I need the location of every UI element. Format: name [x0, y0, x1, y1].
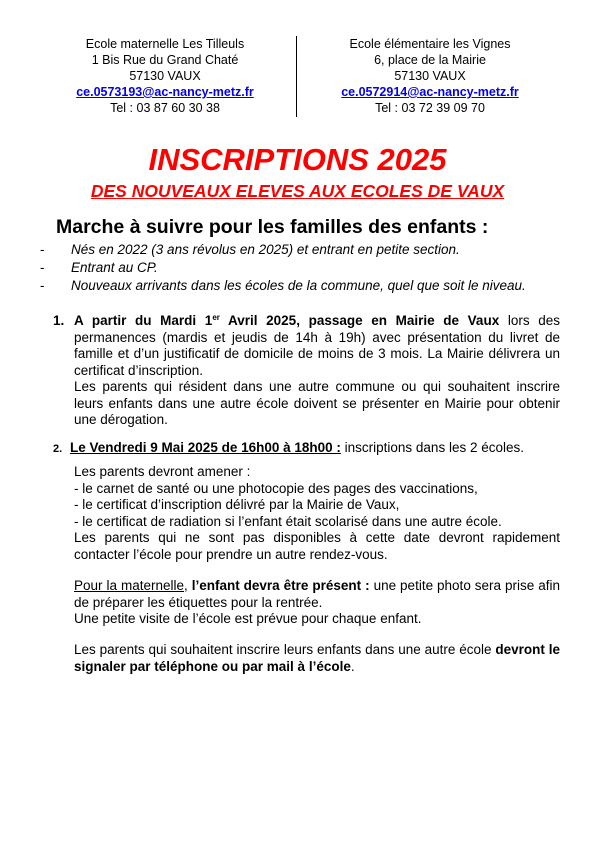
left-school-phone: Tel : 03 87 60 30 38: [110, 101, 220, 115]
section-heading: Marche à suivre pour les familles des enfants :: [56, 216, 489, 238]
right-school-header: [305, 36, 555, 116]
bullet-text: Nouveaux arrivants dans les écoles de la commune, quel que soit le niveau.: [71, 278, 526, 293]
maternelle-bold: l’enfant devra être présent :: [191, 578, 370, 593]
right-school-name: Ecole élémentaire les Vignes: [349, 37, 511, 51]
list-item: [40, 277, 526, 295]
left-school-address: 1 Bis Rue du Grand Chaté: [91, 53, 239, 67]
maternelle-rest: une petite photo sera prise afin de préparer les étiquettes pour la rentrée.: [74, 578, 560, 610]
step2-lead-line: [70, 440, 560, 457]
other-school-text: Les parents qui souhaitent inscrire leurs enfants dans une autre école: [74, 642, 496, 657]
step1-derogation: Les parents qui résident dans une autre commune ou qui souhaitent inscrire leurs enfants dans une autre école doivent se présenter en Mairie pour obtenir une dérogation.: [74, 379, 560, 427]
left-school-name: Ecole maternelle Les Tilleuls: [85, 37, 245, 51]
right-school-address: 6, place de la Mairie: [374, 53, 486, 67]
step2-lead: Le Vendredi 9 Mai 2025 de 16h00 à 18h00 :: [70, 440, 341, 455]
left-school-header: [40, 36, 290, 116]
dash-marker: -: [40, 278, 45, 293]
list-item: - le certificat d’inscription délivré par la Mairie de Vaux,: [74, 497, 400, 512]
step1-paragraph: [74, 313, 560, 379]
step1-lead-sup: er: [212, 313, 220, 322]
maternelle-label: Pour la maternelle: [74, 578, 184, 593]
list-item: [40, 241, 526, 259]
step2-number: 2.: [53, 443, 63, 455]
right-school-email-link[interactable]: ce.0572914@ac-nancy-metz.fr: [341, 85, 519, 99]
other-school-paragraph: [74, 642, 560, 675]
maternelle-sep: ,: [183, 578, 192, 593]
list-item: - le certificat de radiation si l’enfant était scolarisé dans une autre école.: [74, 513, 502, 529]
left-school-email-link[interactable]: ce.0573193@ac-nancy-metz.fr: [76, 85, 254, 99]
bullet-list: [40, 241, 526, 295]
page-subtitle: DES NOUVEAUX ELEVES AUX ECOLES DE VAUX: [90, 181, 505, 201]
right-school-city: 57130 VAUX: [394, 69, 466, 83]
header-divider: [296, 36, 297, 117]
step1-lead-b: Avril 2025, passage en Mairie de Vaux: [219, 313, 500, 328]
step1-lead-a: A partir du Mardi 1: [74, 313, 213, 328]
dash-marker: -: [40, 242, 45, 257]
maternelle-paragraph: [74, 578, 560, 611]
dash-marker: -: [40, 260, 45, 275]
bring-list: [74, 464, 560, 530]
bullet-text: Entrant au CP.: [71, 260, 158, 275]
other-school-end: .: [350, 658, 355, 674]
bullet-text: Nés en 2022 (3 ans révolus en 2025) et entrant en petite section.: [71, 242, 460, 257]
bring-intro: Les parents devront amener :: [74, 464, 251, 479]
visit-paragraph: Une petite visite de l’école est prévue pour chaque enfant.: [74, 611, 422, 626]
left-school-city: 57130 VAUX: [129, 69, 201, 83]
list-item: - le carnet de santé ou une photocopie des pages des vaccinations,: [74, 480, 478, 496]
other-school-bold: devront le signaler par téléphone ou par mail à l’école: [74, 642, 561, 674]
unavailable-paragraph: Les parents qui ne sont pas disponibles à cette date devront rapidement contacter l’école pour prendre un autre rendez-vous.: [74, 530, 560, 562]
step1-text: lors des permanences (mardis et jeudis de 14h à 19h) avec présentation du livret de famille et d’un justificatif de domicile de moins de 3 mois. La Mairie délivrera un certificat d’inscription.: [74, 313, 560, 378]
list-item: [40, 259, 526, 277]
right-school-phone: Tel : 03 72 39 09 70: [375, 101, 485, 115]
step2-lead-rest: inscriptions dans les 2 écoles.: [340, 440, 524, 455]
step1-number: 1.: [53, 313, 65, 328]
page-title: INSCRIPTIONS 2025: [148, 142, 447, 177]
